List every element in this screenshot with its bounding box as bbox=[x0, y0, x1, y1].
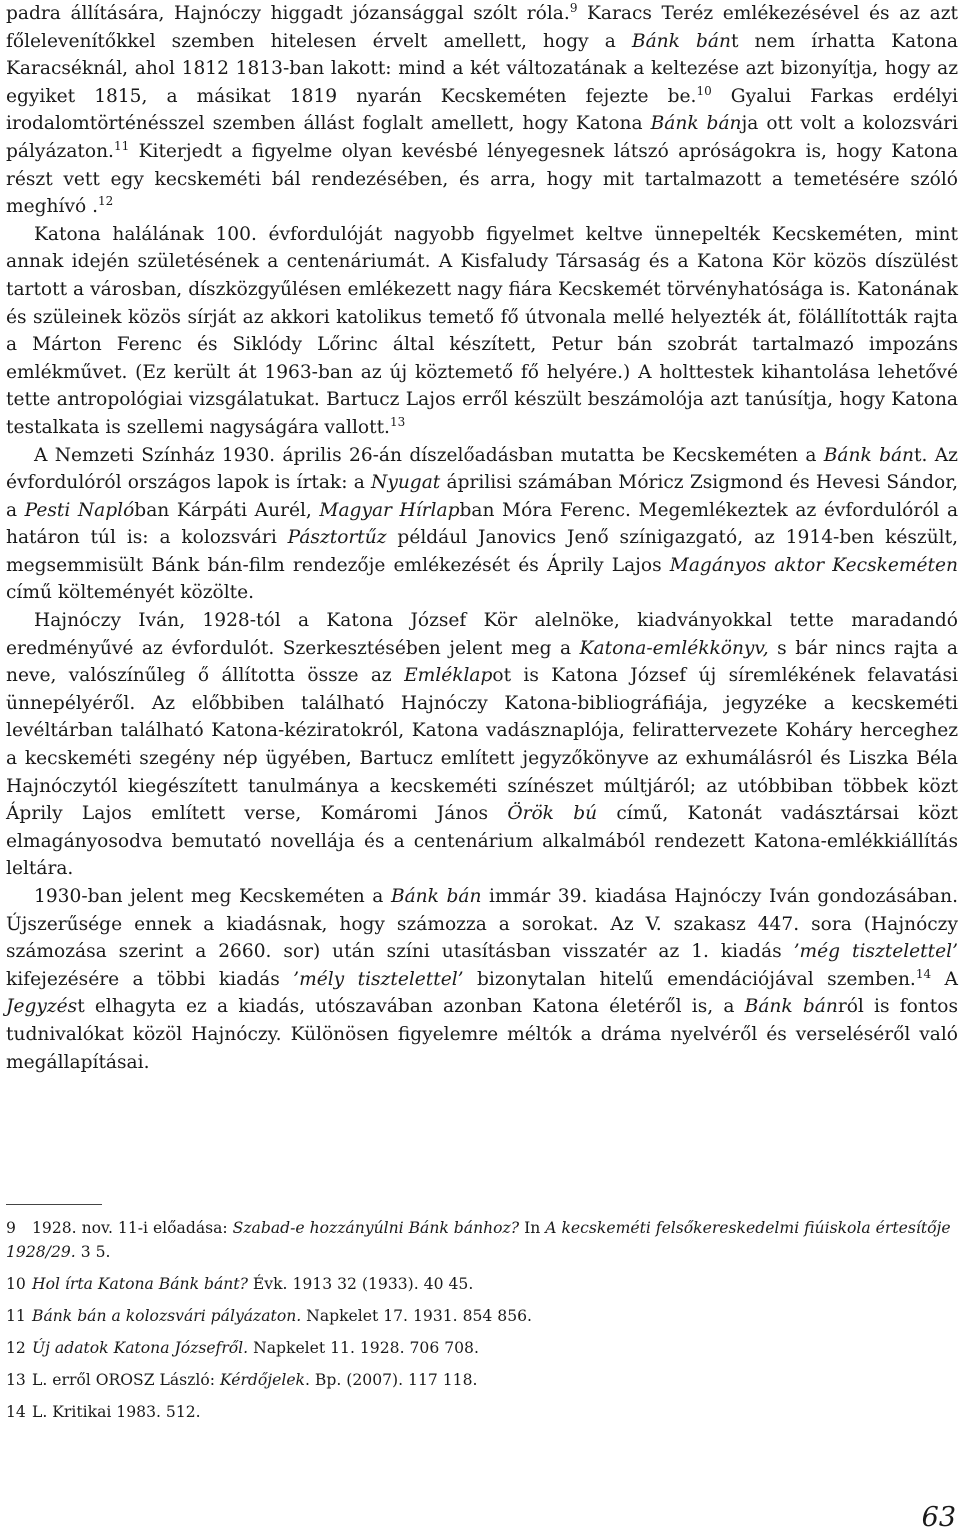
footnote-number: 12 bbox=[6, 1339, 26, 1357]
paragraph bbox=[6, 221, 958, 442]
footnote-separator bbox=[6, 1204, 102, 1205]
text-run: Karacs Teréz emlékezésével és az azt főlelevenítőkkel szemben hitelesen érvelt amellett, hogy a bbox=[6, 3, 958, 52]
italic-text: Pásztortűz bbox=[287, 527, 387, 549]
footnote-ref: 11 bbox=[113, 138, 130, 153]
text-run: ja ott volt a kolozsvári pályázaton. bbox=[6, 113, 958, 162]
italic-text: Nyugat bbox=[371, 472, 441, 494]
text-run: s bár nincs rajta a neve, valószínűleg ő állította össze az bbox=[6, 637, 958, 687]
text-run: Napkelet 11. 1928. 706 708. bbox=[248, 1339, 479, 1357]
italic-text: Bánk bán bbox=[631, 30, 731, 52]
text-run: például Janovics Jenő színigazgató, az 1914-ben készült, megsemmisült Bánk bán-film rendezője emlékezését és Áprily Lajos bbox=[6, 527, 958, 576]
footnote-number: 14 bbox=[6, 1403, 26, 1421]
footnote-ref: 10 bbox=[696, 83, 712, 98]
italic-text: ’még tisztelettel’ bbox=[793, 941, 958, 963]
text-run: Kiterjedt a figyelme olyan kevésbé lényegesnek látszó apróságokra is, hogy Katona részt vett egy kecskeméti bál rendezésében, és arra, hogy mit tartalmazott a temetésére szóló meghívó . bbox=[6, 140, 958, 218]
text-run: A bbox=[931, 968, 958, 990]
footnote bbox=[6, 1272, 958, 1296]
footnote-number: 11 bbox=[6, 1307, 26, 1325]
text-run: Évk. 1913 32 (1933). 40 45. bbox=[247, 1275, 474, 1293]
italic-text: Hol írta Katona Bánk bánt? bbox=[32, 1275, 248, 1293]
text-run: ot is Katona József új síremlékének felavatási ünnepélyéről. Az előbbiben található Hajnóczy Katona-bibliográfiája, jegyzéke a kecskeméti levéltárban található Katona-kéziratokról, Katona vadásznaplója, felirattervezete Koháry herceghez a kecskeméti szegény nép ügyében, Bartucz említett jegyzőkönyve az exhumálásról és Liszka Béla Hajnóczytól kiegészített tanulmánya a kecskeméti színészet múltjáról; az utóbbiban többek közt Áprily Lajos említett verse, Komáromi János bbox=[6, 665, 958, 825]
italic-text: Magyar Hírlap bbox=[319, 499, 460, 521]
text-run: 1930-ban jelent meg Kecskeméten a bbox=[34, 886, 391, 907]
footnote-number: 10 bbox=[6, 1275, 26, 1293]
italic-text: A kecskeméti felsőkereskedelmi fiúiskola értesítője 1928/29. bbox=[6, 1219, 951, 1261]
text-run: áprilisi számában Móricz Zsigmond és Hevesi Sándor, a bbox=[6, 472, 958, 521]
italic-text: Emléklap bbox=[404, 665, 493, 687]
text-run: t nem írhatta Katona Karacséknál, ahol 1812 1813-ban lakott: mind a két változatának a keltezése azt bizonyítja, hogy az egyiket 1815, a másikat 1819 nyarán Kecskeméten fejezte be. bbox=[6, 30, 958, 107]
paragraph bbox=[6, 607, 958, 883]
body-text bbox=[6, 0, 958, 1076]
text-run: ban Móra Ferenc. Megemlékeztek az évfordulóról a határon túl is: a kolozsvári bbox=[6, 499, 959, 549]
italic-text: Szabad-e hozzányúlni Bánk bánhoz? bbox=[232, 1219, 520, 1237]
italic-text: Bánk bán bbox=[650, 113, 742, 135]
footnote-ref: 12 bbox=[97, 194, 114, 209]
text-run: című költeményét közölte. bbox=[6, 582, 255, 604]
paragraph bbox=[6, 442, 958, 608]
footnote bbox=[6, 1400, 958, 1424]
footnote bbox=[6, 1304, 958, 1328]
footnote-number: 9 bbox=[6, 1219, 16, 1237]
italic-text: Bánk bán bbox=[390, 886, 482, 907]
text-run: A Nemzeti Színház 1930. április 26-án díszelőadásban mutatta be Kecskeméten a bbox=[34, 444, 824, 466]
italic-text: Kérdőjelek bbox=[219, 1371, 305, 1389]
text-run: t. Az évfordulóról országos lapok is írtak: a bbox=[6, 444, 958, 494]
italic-text: Bánk bán a kolozsvári pályázaton. bbox=[32, 1307, 302, 1325]
text-run: című, Katonát vadásztársai közt elmagányosodva bemutató novellája és a centenárium alkalmából rendezett Katona-emlékkiállítás leltára. bbox=[6, 803, 958, 880]
text-run: padra állítására, Hajnóczy higgadt józansággal szólt róla. bbox=[6, 3, 570, 24]
text-run: t elhagyta ez a kiadás, utószavában azonban Katona életéről is, a bbox=[77, 996, 745, 1018]
text-run: L. Kritikai 1983. 512. bbox=[32, 1403, 201, 1421]
page-number: 63 bbox=[921, 1502, 956, 1533]
footnote bbox=[6, 1368, 958, 1392]
italic-text: Örök bú bbox=[507, 803, 598, 825]
footnote-ref: 13 bbox=[389, 414, 406, 429]
italic-text: Új adatok Katona Józsefről. bbox=[32, 1339, 249, 1357]
paragraph bbox=[6, 0, 958, 221]
text-run: 3 5. bbox=[75, 1243, 111, 1261]
text-run: Gyalui Farkas erdélyi irodalomtörténésszel szemben állást foglalt amellett, hogy Katona bbox=[6, 85, 958, 135]
text-run: . Bp. (2007). 117 118. bbox=[305, 1371, 478, 1389]
italic-text: Jegyzés bbox=[6, 996, 78, 1018]
text-run: immár 39. kiadása Hajnóczy Iván gondozásában. Újszerűsége ennek a kiadásnak, hogy számozza a sorokat. Az V. szakasz 447. sora (Hajnóczy számozása szerint a 2660. sor) után színi utasításban visszatér az 1. kiadás bbox=[6, 886, 958, 963]
paragraph bbox=[6, 883, 958, 1076]
text-run: Hajnóczy Iván, 1928-tól a Katona József Kör alelnöke, kiadványokkal tette maradandó eredményűvé az évfordulót. Szerkesztésében jelent meg a bbox=[6, 610, 958, 659]
text-run: kifejezésére a többi kiadás bbox=[6, 968, 294, 990]
italic-text: Bánk bán bbox=[744, 996, 838, 1018]
text-run: Napkelet 17. 1931. 854 856. bbox=[301, 1307, 533, 1325]
italic-text: Bánk bán bbox=[823, 444, 915, 466]
footnotes bbox=[6, 1216, 958, 1432]
text-run: bizonytalan hitelű emendációjával szemben. bbox=[463, 968, 916, 990]
text-run: 1928. nov. 11-i előadása: bbox=[32, 1219, 233, 1237]
text-run: Katona halálának 100. évfordulóját nagyobb figyelmet keltve ünnepelték Kecskeméten, mint annak idején születésének a centenáriumát. A Kisfaludy Társaság és a Katona Kör közös díszülést tartott a városban, díszközgyűlésen emlékezett nagy fiára Kecskemét törvényhatósága is. Katonának és szüleinek közös sírját az akkori katolikus temető fő útvonala mellé helyezték át, fölállították rajta a Márton Ferenc és Siklódy Lőrinc által készített, Petur bán szobrát tartalmazó impozáns emlékművet. (Ez került át 1963-ban az új köztemető fő helyére.) A holttestek kihantolása lehetővé tette antropológiai vizsgálatukat. Bartucz Lajos erről készült beszámolója azt tanúsítja, hogy Katona testalkata is szellemi nagyságára vallott. bbox=[6, 223, 958, 438]
footnote-ref: 14 bbox=[915, 966, 932, 981]
text-run: ban Kárpáti Aurél, bbox=[134, 499, 320, 521]
italic-text: Magányos aktor Kecskeméten bbox=[669, 554, 958, 576]
italic-text: Katona-emlékkönyv, bbox=[579, 637, 769, 659]
text-run: In bbox=[519, 1219, 546, 1237]
footnote bbox=[6, 1336, 958, 1360]
italic-text: Pesti Napló bbox=[24, 499, 135, 521]
text-run: L. erről OROSZ László: bbox=[32, 1371, 220, 1389]
footnote bbox=[6, 1216, 958, 1264]
footnote-ref: 9 bbox=[569, 1, 578, 15]
italic-text: ’mély tisztelettel’ bbox=[293, 968, 464, 990]
text-run: ról is fontos tudnivalókat közöl Hajnóczy. Különösen figyelemre méltók a dráma nyelvéről és verseléséről való megállapításai. bbox=[6, 996, 958, 1073]
footnote-number: 13 bbox=[6, 1371, 26, 1389]
